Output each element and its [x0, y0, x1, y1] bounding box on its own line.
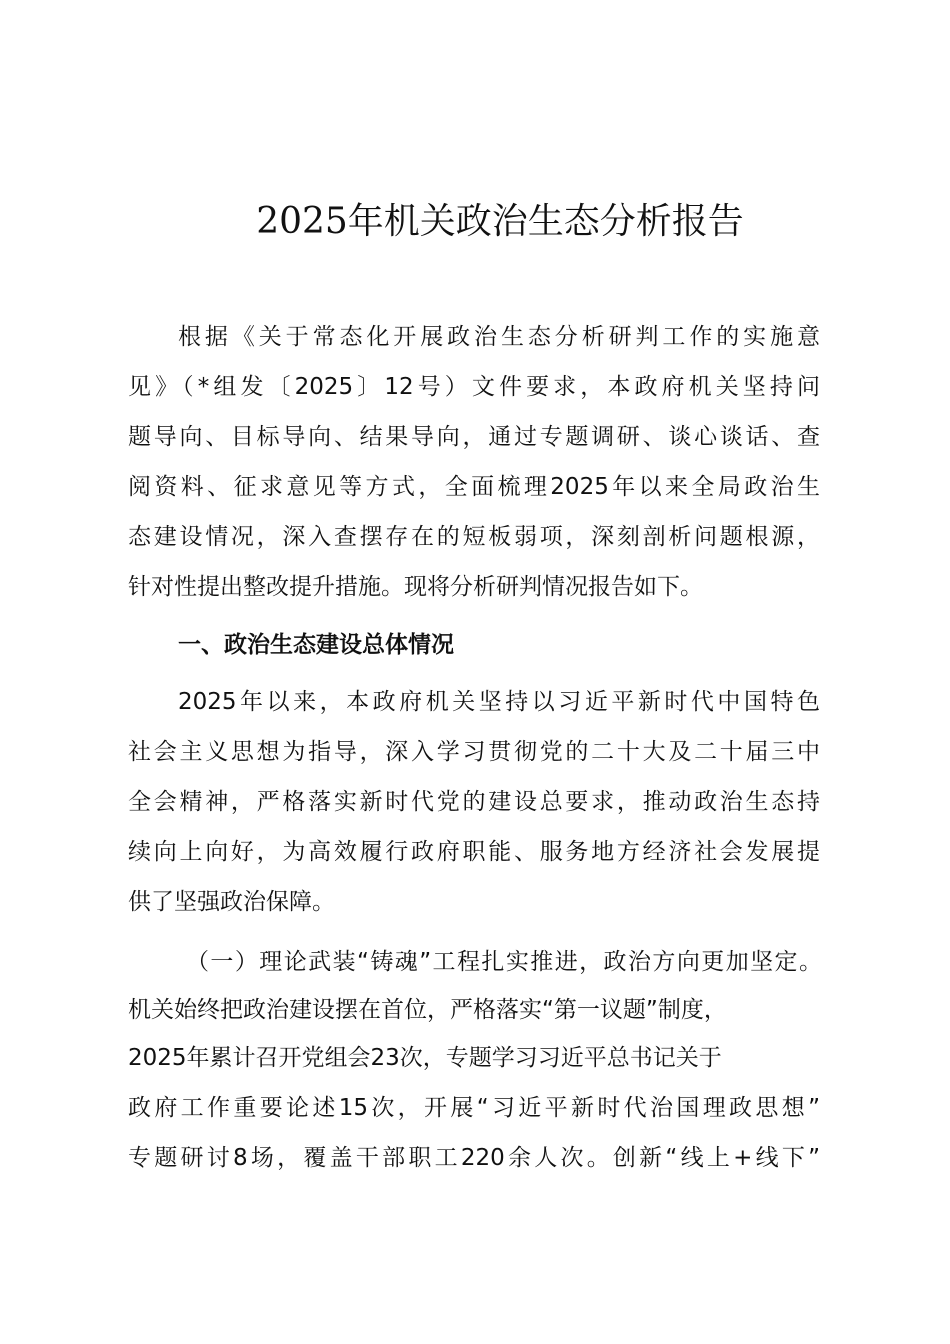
text-line: 2025年以来，本政府机关坚持以习近平新时代中国特色	[178, 689, 820, 715]
text-line: 根据《关于常态化开展政治生态分析研判工作的实施意	[178, 324, 820, 350]
text-line: 政府工作重要论述15次，开展“习近平新时代治国理政思想”	[128, 1095, 820, 1121]
text-line: 机关始终把政治建设摆在首位，严格落实“第一议题”制度，	[128, 997, 727, 1023]
text-line: 见》（*组发〔2025〕12号）文件要求，本政府机关坚持问	[128, 374, 820, 400]
text-line: 全会精神，严格落实新时代党的建设总要求，推动政治生态持	[128, 789, 820, 815]
text-line: 针对性提出整改提升措施。现将分析研判情况报告如下。	[128, 574, 703, 600]
text-line: 题导向、目标导向、结果导向，通过专题调研、谈心谈话、查	[128, 424, 820, 450]
text-line: 续向上向好，为高效履行政府职能、服务地方经济社会发展提	[128, 839, 820, 865]
text-line: 供了坚强政治保障。	[128, 889, 335, 915]
text-line: 专题研讨8场，覆盖干部职工220余人次。创新“线上+线下”	[128, 1145, 820, 1171]
text-line: 社会主义思想为指导，深入学习贯彻党的二十大及二十届三中	[128, 739, 820, 765]
text-line: （一）理论武装“铸魂”工程扎实推进，政治方向更加坚定。	[186, 949, 822, 975]
document-title: 2025年机关政治生态分析报告	[256, 201, 744, 242]
text-line: 阅资料、征求意见等方式，全面梳理2025年以来全局政治生	[128, 474, 820, 500]
section-heading: 一、政治生态建设总体情况	[178, 632, 454, 658]
text-line: 态建设情况，深入查摆存在的短板弱项，深刻剖析问题根源，	[128, 524, 820, 550]
text-line: 2025年累计召开党组会23次，专题学习习近平总书记关于	[128, 1045, 722, 1071]
